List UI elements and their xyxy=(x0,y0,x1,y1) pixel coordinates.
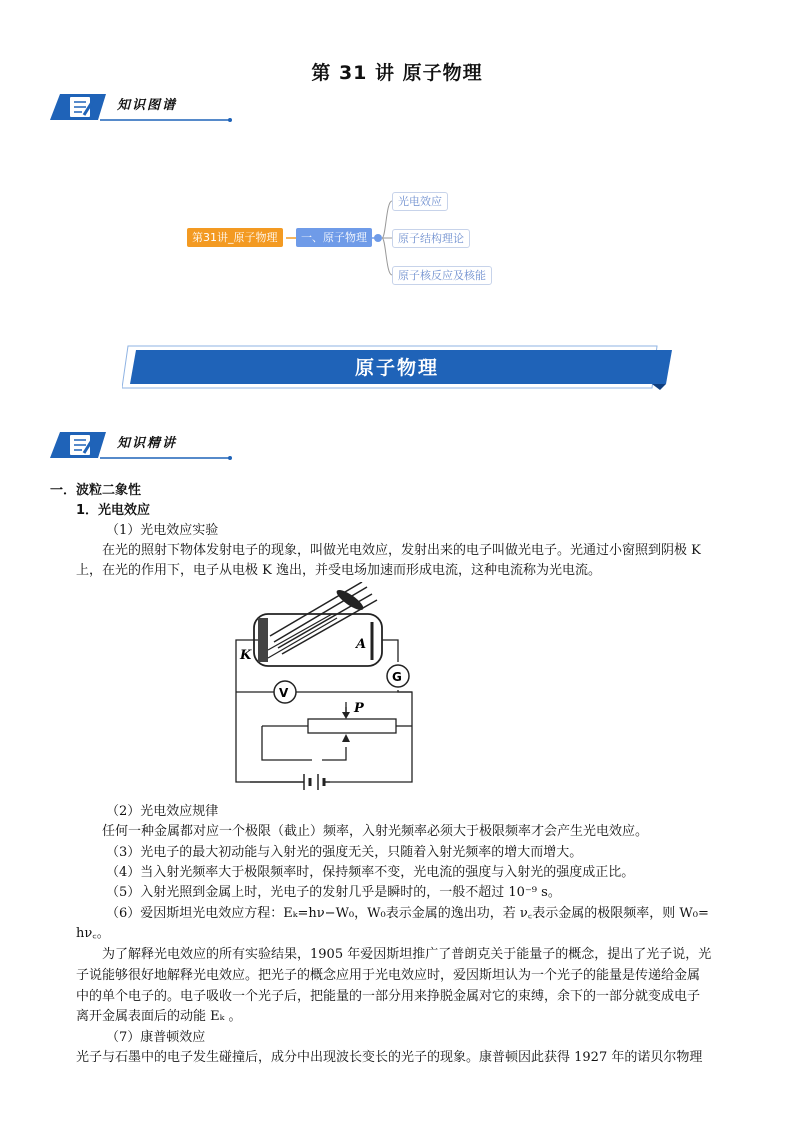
heading-level2: 1．光电效应 xyxy=(76,503,151,518)
paragraph-line: （4）当入射光频率大于极限频率时，保持频率不变，光电流的强度与入射光的强度成正比。 xyxy=(106,865,635,880)
slider-arrow-up-icon xyxy=(342,734,350,742)
paragraph-line: 离开金属表面后的动能 Eₖ 。 xyxy=(76,1009,242,1024)
rheostat xyxy=(308,719,396,733)
paragraph-line: 在光的照射下物体发射电子的现象，叫做光电效应，发射出来的电子叫做光电子。光通过小窗照到阴极 K xyxy=(102,543,701,558)
cathode-plate xyxy=(258,618,268,662)
paragraph-line: （6）爱因斯坦光电效应方程：Eₖ=hν−W₀，W₀表示金属的逸出功，若 ν꜀表示金属的极限频率，则 W₀= xyxy=(106,906,709,921)
label-g: G xyxy=(392,670,402,684)
section-label: 知识图谱 xyxy=(117,98,178,113)
subsection-title: （7）康普顿效应 xyxy=(106,1030,206,1045)
paragraph-line: （3）光电子的最大初动能与入射光的强度无关，只随着入射光频率的增大而增大。 xyxy=(106,845,583,860)
label-p: P xyxy=(354,701,364,716)
paragraph-line: 为了解释光电效应的所有实验结果，1905 年爱因斯坦推广了普朗克关于能量子的概念，提出了光子说，光 xyxy=(102,947,712,962)
heading-level1: 一．波粒二象性 xyxy=(50,483,142,498)
banner-title: 原子物理 xyxy=(354,357,439,379)
paragraph-line: （5）入射光照到金属上时，光电子的发射几乎是瞬时的，一般不超过 10⁻⁹ s。 xyxy=(106,885,561,900)
subsection-title: （2）光电效应规律 xyxy=(106,804,219,819)
label-k: K xyxy=(240,648,252,663)
battery-icon xyxy=(250,774,330,790)
mindmap-root-node: 第31讲_原子物理 xyxy=(187,228,283,247)
mindmap-leaf-node: 光电效应 xyxy=(392,192,448,211)
paragraph-line: 中的单个电子的。电子吸收一个光子后，把能量的一部分用来挣脱金属对它的束缚，余下的一部分就变成电子 xyxy=(76,989,701,1004)
photoelectric-circuit-diagram xyxy=(222,582,427,797)
paragraph-line: 子说能够很好地解释光电效应。把光子的概念应用于光电效应时，爱因斯坦认为一个光子的能量是传递给金属 xyxy=(76,968,701,983)
mindmap-leaf-node: 原子结构理论 xyxy=(392,229,470,248)
paragraph-line: 光子与石墨中的电子发生碰撞后，成分中出现波长变长的光子的现象。康普顿因此获得 1927 年的诺贝尔物理 xyxy=(76,1050,703,1065)
label-v: V xyxy=(279,686,289,700)
section-label: 知识精讲 xyxy=(117,436,178,451)
section-header-lecture xyxy=(50,428,250,466)
mindmap-connectors xyxy=(0,0,794,300)
label-a: A xyxy=(356,637,367,652)
slider-arrow-down-icon xyxy=(342,712,350,719)
mindmap xyxy=(0,0,794,300)
page-title: 第 31 讲 原子物理 xyxy=(311,62,483,84)
mindmap-middle-node: 一、原子物理 xyxy=(296,228,372,247)
paragraph-line: 任何一种金属都对应一个极限（截止）频率，入射光频率必须大于极限频率才会产生光电效应。 xyxy=(102,824,649,839)
subsection-title: （1）光电效应实验 xyxy=(106,523,219,538)
mindmap-leaf-node: 原子核反应及核能 xyxy=(392,266,492,285)
paragraph-line: hν꜀。 xyxy=(76,926,110,941)
paragraph-line: 上，在光的作用下，电子从电极 K 逸出，并受电场加速而形成电流，这种电流称为光电流。 xyxy=(76,563,601,578)
chapter-banner xyxy=(122,344,672,392)
